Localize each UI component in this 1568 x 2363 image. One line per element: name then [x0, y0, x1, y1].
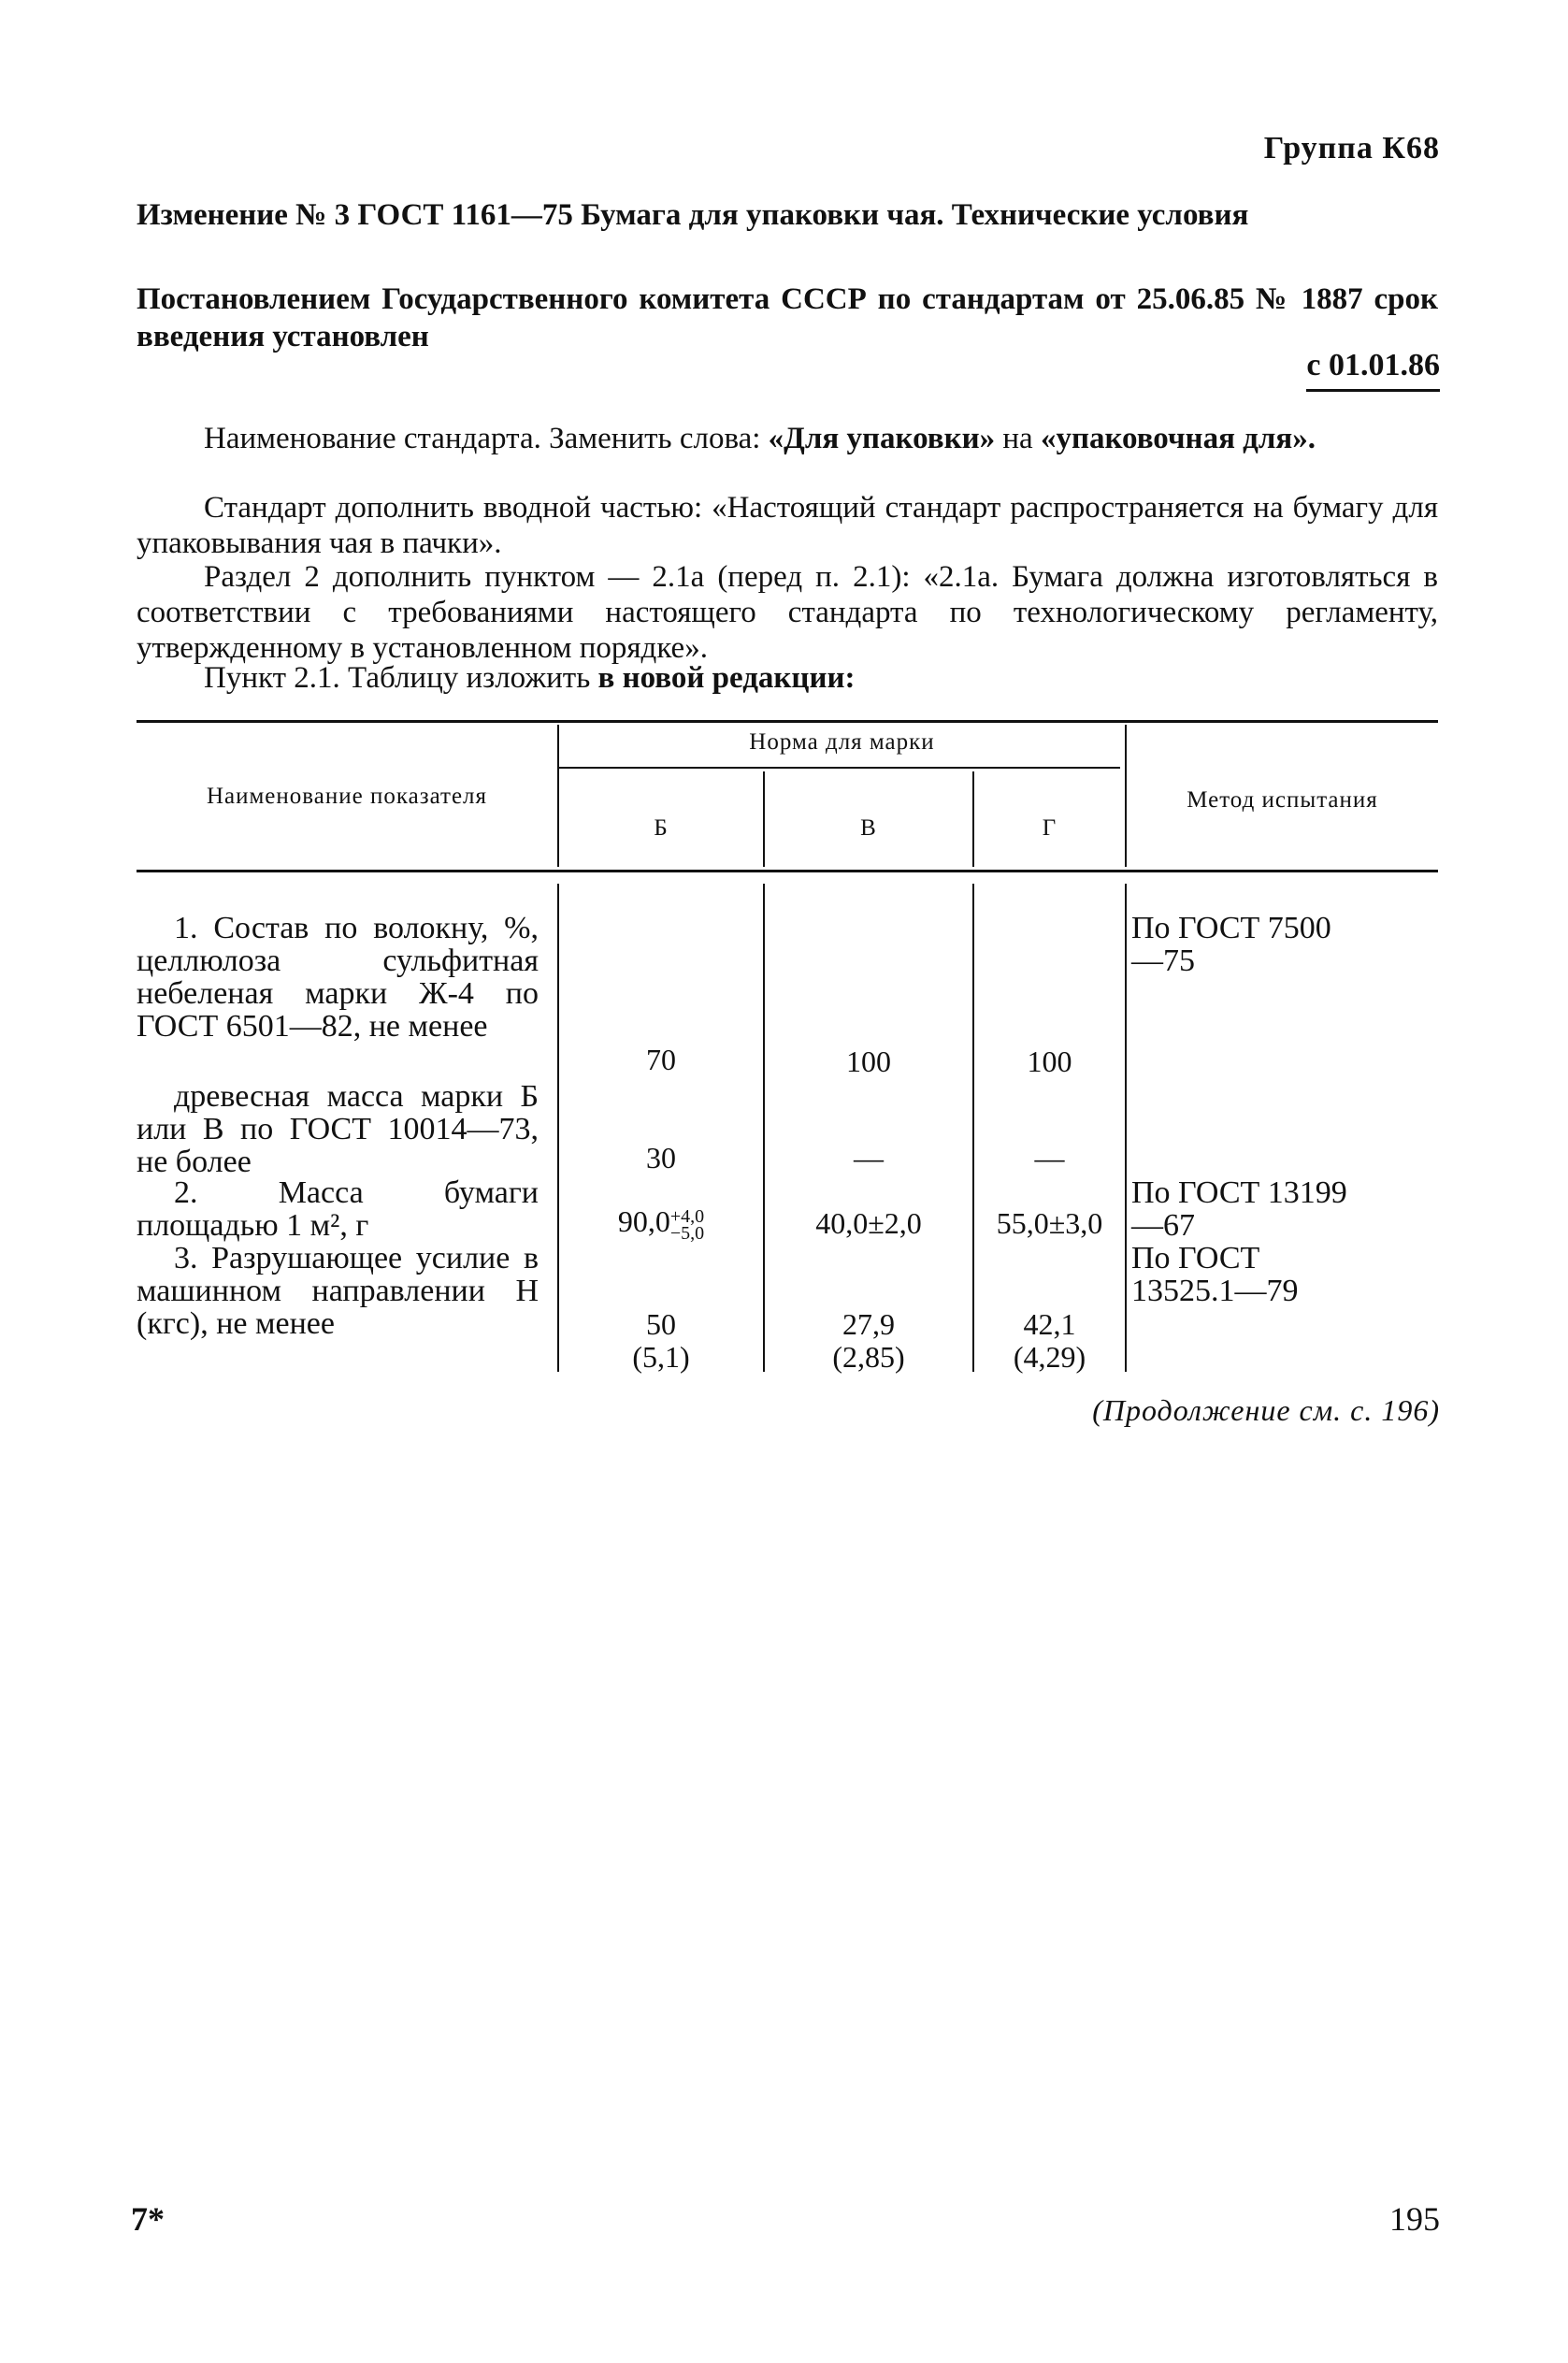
paragraph-table-intro — [137, 660, 1438, 696]
row2-b — [559, 1204, 763, 1242]
row1b-b: 30 — [646, 1141, 676, 1174]
col-header-name: Наименование показателя — [206, 784, 488, 809]
col-header-g: Г — [1042, 815, 1057, 841]
col-header-method: Метод испытания — [1187, 787, 1378, 813]
p1-text-c: на — [995, 422, 1041, 455]
group-code: Группа К68 — [1263, 131, 1440, 166]
amendment-title: Изменение № 3 ГОСТ 1161—75 Бумага для упаковки чая. Технические условия — [137, 198, 1249, 232]
row1-method: По ГОСТ 7500—75 — [1131, 911, 1331, 978]
col-header-norm: Норма для марки — [749, 729, 935, 755]
row3-b: 50 — [646, 1307, 676, 1341]
p1-text-b: «Для упаковки» — [768, 422, 996, 455]
row1b-v: — — [854, 1141, 884, 1174]
paragraph-intro: Стандарт дополнить вводной частью: «Настоящий стандарт распространяется на бумагу для упаковывания чая в пачки». — [137, 491, 1438, 560]
body-divider-4 — [1125, 884, 1127, 1372]
row3-label: 3. Разрушающее усилие в машинном направлении Н (кгс), не менее — [137, 1241, 539, 1341]
row1b-g: — — [1034, 1141, 1065, 1174]
row2-b-plus: +4,0 — [669, 1205, 705, 1227]
body-divider-3 — [972, 884, 974, 1372]
table-header-rule — [137, 870, 1438, 872]
row1-b: 70 — [646, 1043, 676, 1076]
row3-b-kgf: (5,1) — [632, 1340, 690, 1374]
page-number: 195 — [1389, 2200, 1440, 2238]
row1-g: 100 — [1027, 1045, 1072, 1078]
col-header-v: В — [860, 815, 877, 841]
continuation-note: (Продолжение см. с. 196) — [1092, 1393, 1440, 1427]
p4-text-b: в новой редакции: — [597, 661, 856, 695]
row2-method: По ГОСТ 13199—67 — [1131, 1175, 1347, 1243]
row1-v: 100 — [846, 1045, 891, 1078]
paragraph-section2: Раздел 2 дополнить пунктом — 2.1а (перед п. 2.1): «2.1а. Бумага должна изготовляться в соответствии с требованиями настоящего стандарта по технологическому регламенту, утвержденному в установленном порядке». — [137, 560, 1438, 665]
body-divider-2 — [763, 884, 765, 1372]
row3-v-kgf: (2,85) — [832, 1340, 905, 1374]
row3-method: По ГОСТ 13525.1—79 — [1131, 1241, 1299, 1308]
row1-label: 1. Состав по волокну, %, целлюлоза сульфитная небеленая марки Ж-4 по ГОСТ 6501—82, не менее — [137, 911, 539, 1044]
row3-g: 42,1 — [1023, 1307, 1076, 1341]
row2-v: 40,0±2,0 — [815, 1206, 922, 1240]
p1-text-a: Наименование стандарта. Заменить слова: — [204, 422, 769, 455]
col-header-b: Б — [654, 815, 669, 841]
row2-b-minus: −5,0 — [669, 1222, 705, 1244]
p4-text-a: Пункт 2.1. Таблицу изложить — [204, 661, 598, 695]
table-top-rule — [137, 720, 1438, 723]
p1-text-d: «упаковочная для». — [1040, 422, 1316, 455]
row1b-label: древесная масса марки Б или В по ГОСТ 10014—73, не более — [137, 1079, 539, 1179]
row2-b-main: 90,0 — [617, 1204, 670, 1238]
norm-subheader-rule — [559, 767, 1120, 769]
row3-g-kgf: (4,29) — [1013, 1340, 1086, 1374]
row3-v: 27,9 — [842, 1307, 895, 1341]
decree-text: Постановлением Государственного комитета СССР по стандартам от 25.06.85 № 1887 срок введения установлен — [137, 282, 1438, 353]
effective-date: с 01.01.86 — [1306, 348, 1440, 392]
row2-g: 55,0±3,0 — [996, 1206, 1103, 1240]
body-divider-1 — [557, 884, 559, 1372]
row2-label: 2. Масса бумаги площадью 1 м², г — [137, 1175, 539, 1243]
paragraph-rename — [137, 421, 1438, 456]
signature-mark: 7* — [131, 2200, 165, 2238]
